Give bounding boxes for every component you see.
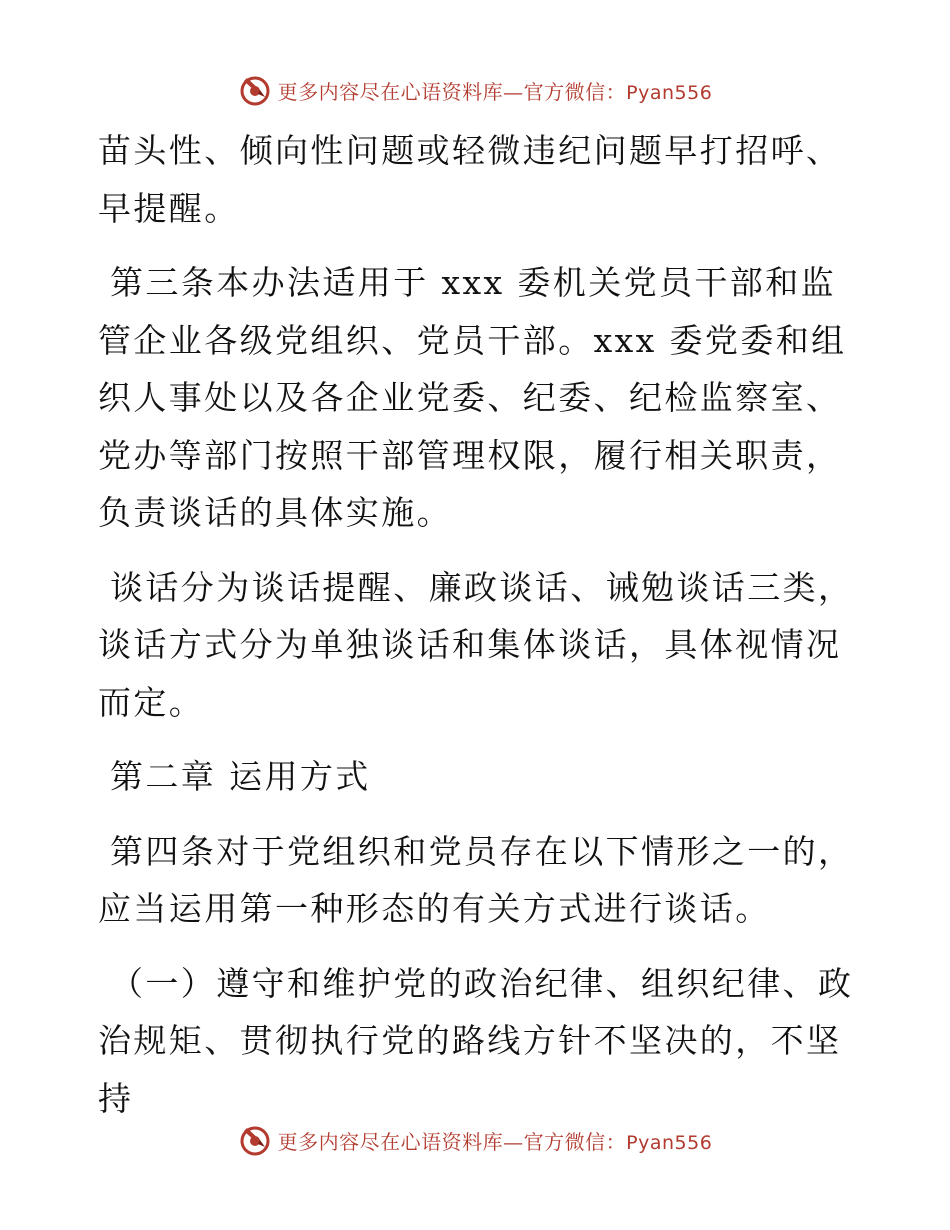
header-brand-label: 更多内容尽在心语资料库—官方微信： [277, 79, 627, 104]
header-wechat-id: Pyan556 [626, 81, 713, 104]
paragraph-talk-types: 谈话分为谈话提醒、廉政谈话、诫勉谈话三类，谈话方式分为单独谈话和集体谈话，具体视情况而定。 [98, 567, 854, 722]
paragraph-article-4: 第四条对于党组织和党员存在以下情形之一的，应当运用第一种形态的有关方式进行谈话。 [98, 831, 854, 928]
brand-logo-icon [238, 1123, 272, 1157]
paragraph-item-1: （一）遵守和维护党的政治纪律、组织纪律、政治规矩、贯彻执行党的路线方针不坚决的，不坚持 [98, 963, 854, 1118]
footer-brand-label: 更多内容尽在心语资料库—官方微信： [277, 1129, 627, 1154]
header-brand-text [278, 76, 713, 105]
paragraph-article-3: 第三条本办法适用于 xxx 委机关党员干部和监管企业各级党组织、党员干部。xxx 委党委和组织人事处以及各企业党委、纪委、纪检监察室、党办等部门按照干部管理权限，履行相关职责，负责谈话的具体实施。 [98, 263, 847, 532]
document-body [98, 122, 858, 1144]
chapter-heading: 第二章 运用方式 [110, 757, 371, 796]
footer-banner [0, 1118, 950, 1162]
brand-logo-icon [238, 73, 272, 107]
footer-brand-text [278, 1126, 713, 1155]
footer-wechat-id: Pyan556 [626, 1131, 713, 1154]
header-banner [0, 68, 950, 112]
paragraph-continuation: 苗头性、倾向性问题或轻微违纪问题早打招呼、早提醒。 [98, 131, 842, 228]
